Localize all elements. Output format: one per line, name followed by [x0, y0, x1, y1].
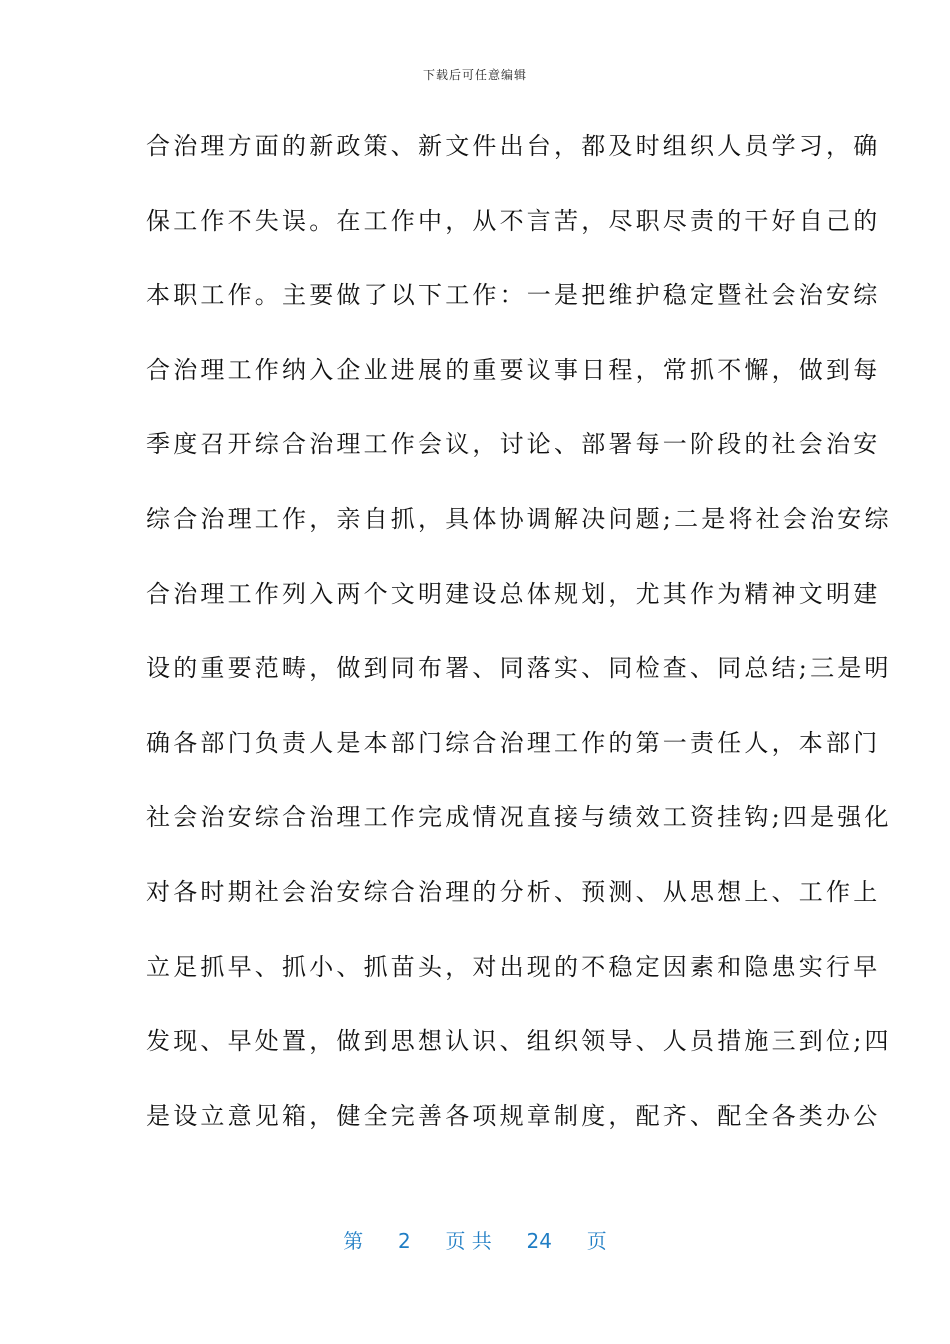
footer-page-number: 2 — [398, 1229, 411, 1253]
footer-suffix: 页 — [586, 1229, 607, 1253]
text-line-14: 是设立意见箱，健全完善各项规章制度，配齐、配全各类办公 — [146, 1101, 881, 1130]
footer-middle: 页 共 — [445, 1229, 492, 1253]
text-line-5: 季度召开综合治理工作会议，讨论、部署每一阶段的社会治安 — [146, 430, 881, 459]
footer-prefix: 第 — [343, 1229, 364, 1253]
page-footer — [0, 1225, 950, 1254]
text-line-9: 确各部门负责人是本部门综合治理工作的第一责任人，本部门 — [146, 728, 881, 757]
text-line-7: 合治理工作列入两个文明建设总体规划，尤其作为精神文明建 — [146, 579, 881, 608]
text-line-1: 合治理方面的新政策、新文件出台，都及时组织人员学习，确 — [146, 132, 881, 160]
text-line-11: 对各时期社会治安综合治理的分析、预测、从思想上、工作上 — [146, 877, 881, 906]
text-line-12: 立足抓早、抓小、抓苗头，对出现的不稳定因素和隐患实行早 — [146, 952, 881, 981]
text-line-13: 发现、早处置，做到思想认识、组织领导、人员措施三到位;四 — [146, 1027, 892, 1056]
text-line-8: 设的重要范畴，做到同布署、同落实、同检查、同总结;三是明 — [146, 654, 892, 683]
text-line-4: 合治理工作纳入企业进展的重要议事日程，常抓不懈，做到每 — [146, 355, 881, 384]
text-line-3: 本职工作。主要做了以下工作：一是把维护稳定暨社会治安综 — [146, 281, 881, 310]
body-text — [146, 124, 892, 1168]
text-line-2: 保工作不失误。在工作中，从不言苦，尽职尽责的干好自己的 — [146, 206, 881, 235]
page-header: 下载后可任意编辑 — [422, 68, 527, 82]
text-line-10: 社会治安综合治理工作完成情况直接与绩效工资挂钩;四是强化 — [146, 803, 892, 832]
text-line-6: 综合治理工作，亲自抓，具体协调解决问题;二是将社会治安综 — [146, 504, 892, 533]
footer-total-pages: 24 — [526, 1229, 552, 1253]
